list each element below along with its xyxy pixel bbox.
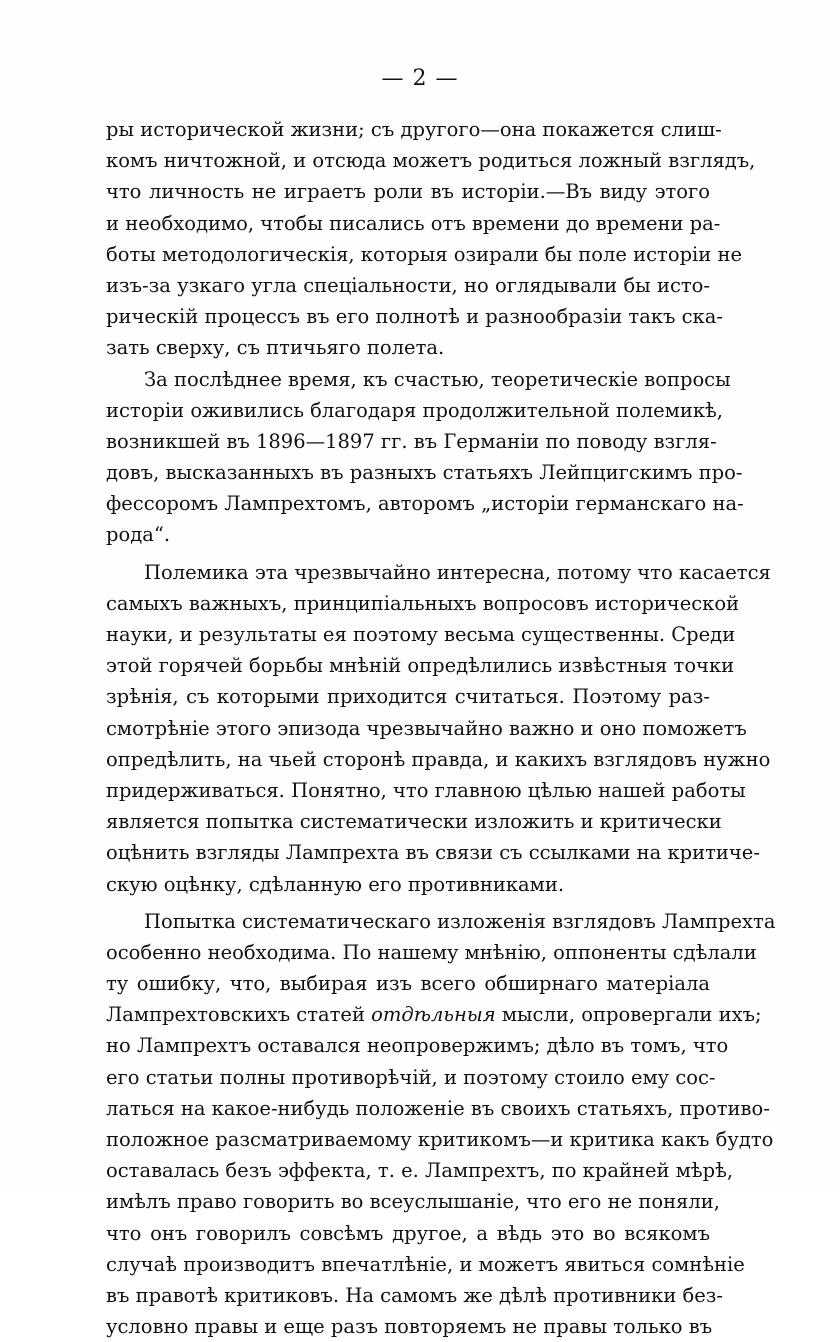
- emphasized-word: отдѣльныя: [371, 1003, 496, 1027]
- text-line: самыхъ важныхъ, принципіальныхъ вопросовъ исторической: [106, 591, 740, 615]
- paragraph-3: [106, 557, 771, 900]
- paragraph-4: [106, 906, 776, 1342]
- text-line: особенно необходима. По нашему мнѣнію, оппоненты сдѣлали: [106, 940, 757, 964]
- text-line: рода“.: [106, 523, 171, 547]
- text-line: довъ, высказанныхъ въ разныхъ статьяхъ Лейпцигскимъ про-: [106, 461, 743, 485]
- paragraph-1: [106, 114, 756, 364]
- text-line: оставалась безъ эффекта, т. е. Лампрехтъ, по крайней мѣрѣ,: [106, 1159, 734, 1183]
- text-line: имѣлъ право говорить во всеуслышаніе, что его не поняли,: [106, 1190, 720, 1214]
- text-line: опредѣлить, на чьей сторонѣ правда, и какихъ взглядовъ нужно: [106, 747, 771, 771]
- text-line: условно правы и еще разъ повторяемъ не правы только въ: [106, 1315, 713, 1339]
- text-line: За послѣднее время, къ счастью, теоретическіе вопросы: [144, 367, 731, 391]
- text-line: оцѣнить взгляды Лампрехта въ связи съ ссылками на критиче-: [106, 841, 760, 865]
- text-line: является попытка систематически изложить и критически: [106, 810, 722, 834]
- text-line: придерживаться. Понятно, что главною цѣлью нашей работы: [106, 778, 746, 802]
- paragraph-2: [106, 364, 744, 551]
- text-line: положное разсматриваемому критикомъ—и критика какъ будто: [106, 1128, 774, 1151]
- text-line: его статьи полны противорѣчій, и поэтому стоило ему сос-: [106, 1065, 716, 1089]
- text-line: боты методологическія, которыя озирали бы поле исторіи не: [106, 242, 743, 266]
- text-line: но Лампрехтъ оставался неопровержимъ; дѣло въ томъ, что: [106, 1034, 729, 1058]
- text-line: скую оцѣнку, сдѣланную его противниками.: [106, 872, 565, 896]
- text-line: Попытка систематическаго изложенія взглядовъ Лампрехта: [144, 909, 776, 933]
- text-run: мысли, опровергали ихъ;: [501, 1003, 762, 1027]
- text-line: смотрѣніе этого эпизода чрезвычайно важно и оно поможетъ: [106, 716, 747, 740]
- text-line: случаѣ производитъ впечатлѣніе, и можетъ явиться сомнѣніе: [106, 1252, 745, 1276]
- text-line: зрѣнія, съ которыми приходится считаться. Поэтому раз-: [106, 685, 710, 709]
- text-line: въ правотѣ критиковъ. На самомъ же дѣлѣ противники без-: [106, 1283, 724, 1307]
- text-line: комъ ничтожной, и отсюда можетъ родиться ложный взглядъ,: [106, 149, 756, 173]
- text-line: фессоромъ Лампрехтомъ, авторомъ „исторіи германскаго на-: [106, 492, 744, 516]
- text-line: науки, и результаты ея поэтому весьма существенны. Среди: [106, 623, 736, 646]
- body-text: [106, 114, 776, 1342]
- text-line-with-emphasis: [106, 999, 762, 1030]
- text-line: что онъ говорилъ совсѣмъ другое, а вѣдь это во всякомъ: [106, 1221, 710, 1245]
- text-line: и необходимо, чтобы писались отъ времени до времени ра-: [106, 211, 721, 235]
- page-number: — 2 —: [381, 66, 459, 91]
- text-line: исторіи оживились благодаря продолжительной полемикѣ,: [106, 398, 723, 422]
- text-line: латься на какое-нибудь положеніе въ своихъ статьяхъ, противо-: [106, 1096, 770, 1120]
- text-line: ту ошибку, что, выбирая изъ всего обширнаго матеріала: [106, 972, 710, 996]
- text-line: зать сверху, съ птичьяго полета.: [106, 336, 445, 360]
- text-line: возникшей въ 1896—1897 гг. въ Германіи по поводу взгля-: [106, 429, 717, 453]
- text-line: рическій процессъ въ его полнотѣ и разнообразіи такъ ска-: [106, 305, 723, 329]
- text-line: ры исторической жизни; съ другого—она покажется слиш-: [106, 118, 722, 141]
- text-run: Лампрехтовскихъ статей: [106, 1003, 365, 1027]
- text-line: этой горячей борьбы мнѣній опредѣлились извѣстныя точки: [106, 654, 735, 678]
- text-line: что личность не играетъ роли въ исторіи.—Въ виду этого: [106, 180, 710, 204]
- text-line: Полемика эта чрезвычайно интересна, потому что касается: [144, 560, 771, 584]
- text-line: изъ-за узкаго угла спеціальности, но оглядывали бы исто-: [106, 273, 710, 297]
